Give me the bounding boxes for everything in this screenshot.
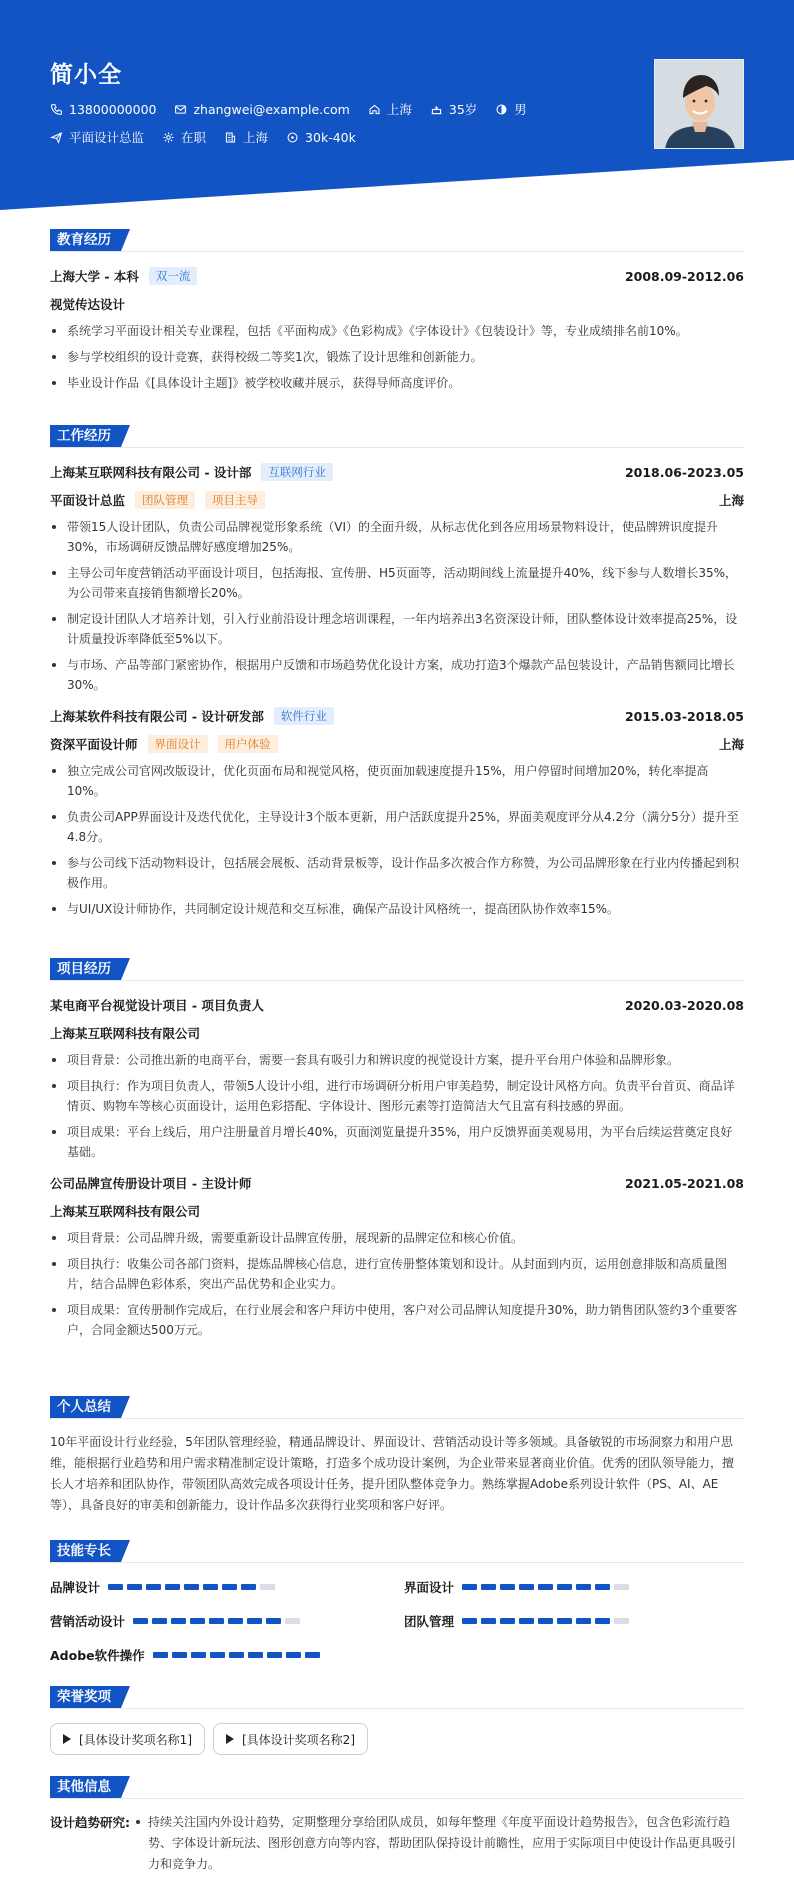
skill-level-bar (462, 1618, 633, 1624)
skill-level-segment (614, 1584, 629, 1590)
skill-level-segment (576, 1618, 591, 1624)
section-title: 项目经历 (50, 958, 121, 980)
candidate-name: 简小全 (50, 62, 122, 88)
gear-icon (162, 131, 175, 144)
gender-icon (495, 103, 508, 116)
list-item: 主导公司年度营销活动平面设计项目，包括海报、宣传册、H5页面等，活动期间线上流量提升40%，线下参与人数增长35%，为公司带来直接销售额增长20%。 (50, 563, 744, 603)
skill-level-segment (557, 1584, 572, 1590)
job-location: 上海 (718, 737, 744, 752)
skill-level-segment (286, 1652, 301, 1658)
skill-level-segment (538, 1584, 553, 1590)
section-divider (50, 980, 744, 981)
section-title: 工作经历 (50, 425, 121, 447)
skill-level-segment (165, 1584, 180, 1590)
education-section (50, 229, 744, 399)
skill-level-segment (267, 1652, 282, 1658)
skill-name: 营销活动设计 (50, 1614, 126, 1629)
list-item: 与UI/UX设计师协作，共同制定设计规范和交互标准，确保产品设计风格统一，提高团队协作效率15%。 (50, 899, 744, 919)
skill-level-segment (153, 1652, 168, 1658)
list-item: 项目背景：公司品牌升级，需要重新设计品牌宣传册，展现新的品牌定位和核心价值。 (50, 1228, 744, 1248)
job-intent-row (50, 128, 374, 146)
list-item: 与市场、产品等部门紧密协作，根据用户反馈和市场趋势优化设计方案，成功打造3个爆款产品包装设计，产品销售额同比增长30%。 (50, 655, 744, 695)
skill-name: 品牌设计 (50, 1580, 101, 1595)
list-item: 项目成果：平台上线后，用户注册量首月增长40%，页面浏览量提升35%，用户反馈界面美观易用，为平台后续运营奠定良好基础。 (50, 1122, 744, 1162)
project-company: 上海某互联网科技有限公司 (50, 1026, 201, 1041)
list-item: 参与公司线下活动物料设计，包括展会展板、活动背景板等，设计作品多次被合作方称赞，为公司品牌形象在行业内传播起到积极作用。 (50, 853, 744, 893)
skill-level-segment (172, 1652, 187, 1658)
list-item: 项目执行：收集公司各部门资料，提炼品牌核心信息，进行宣传册整体策划和设计。从封面到内页，运用创意排版和高质量图片，结合品牌色彩体系，突出产品优势和企业实力。 (50, 1254, 744, 1294)
skill-level-segment (305, 1652, 320, 1658)
job-title-text: 平面设计总监 (69, 130, 145, 145)
list-item: 项目背景：公司推出新的电商平台，需要一套具有吸引力和辨识度的视觉设计方案，提升平台用户体验和品牌形象。 (50, 1050, 744, 1070)
section-title: 个人总结 (50, 1396, 121, 1418)
project-name: 公司品牌宣传册设计项目 - 主设计师 (50, 1176, 252, 1191)
list-item: 带领15人设计团队，负责公司品牌视觉形象系统（VI）的全面升级，从标志优化到各应用场景物料设计，使品牌辨识度提升30%，市场调研反馈品牌好感度增加25%。 (50, 517, 744, 557)
project-company: 上海某互联网科技有限公司 (50, 1204, 201, 1219)
skill-level-segment (595, 1618, 610, 1624)
project-name: 某电商平台视觉设计项目 - 项目负责人 (50, 998, 264, 1013)
skill-level-segment (184, 1584, 199, 1590)
skill-item (50, 1576, 404, 1598)
section-divider (50, 447, 744, 448)
job-date: 2015.03-2018.05 (624, 708, 744, 724)
email-item (174, 102, 349, 117)
section-title: 教育经历 (50, 229, 121, 251)
skill-level-bar (462, 1584, 633, 1590)
skill-level-segment (146, 1584, 161, 1590)
status-item (162, 128, 206, 146)
list-item: 系统学习平面设计相关专业课程，包括《平面构成》《色彩构成》《字体设计》《包装设计》等，专业成绩排名前10%。 (50, 321, 744, 341)
school-tag: 双一流 (149, 267, 198, 285)
phone-icon (50, 103, 63, 116)
award-item[interactable] (50, 1723, 205, 1755)
skill-level-bar (108, 1584, 279, 1590)
home-icon (368, 103, 381, 116)
skill-level-segment (209, 1618, 224, 1624)
awards-section (50, 1686, 744, 1755)
job-date: 2018.06-2023.05 (624, 464, 744, 480)
skill-level-segment (266, 1618, 281, 1624)
skill-item (404, 1610, 744, 1632)
skill-level-segment (228, 1618, 243, 1624)
status-text: 在职 (181, 130, 207, 145)
section-header (50, 1396, 744, 1420)
section-header (50, 958, 744, 982)
skill-level-segment (133, 1618, 148, 1624)
education-bullets (50, 321, 744, 393)
section-header (50, 1540, 744, 1564)
company-name: 上海某软件科技有限公司 - 设计研发部 (50, 709, 264, 724)
skill-tag: 团队管理 (135, 491, 195, 509)
section-divider (50, 1562, 744, 1563)
job-entry-head (50, 705, 744, 727)
industry-tag: 互联网行业 (261, 463, 333, 481)
skill-item (50, 1644, 404, 1666)
work-section (50, 425, 744, 925)
skill-item (404, 1576, 744, 1598)
project-entry-head (50, 994, 744, 1016)
contact-row (50, 100, 545, 118)
skill-level-segment (171, 1618, 186, 1624)
position-row (50, 489, 744, 511)
email-text: zhangwei@example.com (193, 101, 350, 117)
job-entry-head (50, 461, 744, 483)
building-icon (224, 131, 237, 144)
skill-level-bar (133, 1618, 304, 1624)
list-item: 负责公司APP界面设计及迭代优化，主导设计3个版本更新，用户活跃度提升25%，界面美观度评分从4.2分（满分5分）提升至4.8分。 (50, 807, 744, 847)
cake-icon (430, 103, 443, 116)
section-title: 技能专长 (50, 1540, 121, 1562)
skills-section (50, 1540, 744, 1666)
section-divider (50, 1708, 744, 1709)
other-text: 持续关注国内外设计趋势，定期整理分享给团队成员，如每年整理《年度平面设计趋势报告》，包含色彩流行趋势、字体设计新玩法、图形创意方向等内容，帮助团队保持设计前瞻性，应用于实际项目中使设计作品更具吸引力和竞争力。 (134, 1812, 744, 1875)
skill-level-segment (519, 1584, 534, 1590)
skill-tag: 项目主导 (205, 491, 265, 509)
gender-text: 男 (514, 102, 527, 117)
play-icon (226, 1734, 234, 1744)
award-name: [具体设计奖项名称1] (79, 1732, 192, 1747)
skill-level-segment (191, 1652, 206, 1658)
city-item (368, 100, 412, 118)
skill-level-bar (153, 1652, 324, 1658)
age-item (430, 100, 477, 118)
list-item: 毕业设计作品《[具体设计主题]》被学校收藏并展示，获得导师高度评价。 (50, 373, 744, 393)
skill-level-segment (260, 1584, 275, 1590)
major-row (50, 293, 744, 315)
industry-tag: 软件行业 (274, 707, 334, 725)
skill-level-segment (595, 1584, 610, 1590)
section-title: 荣誉奖项 (50, 1686, 121, 1708)
skill-level-segment (500, 1618, 515, 1624)
section-header (50, 425, 744, 449)
position-name: 资深平面设计师 (50, 737, 138, 752)
skill-level-segment (285, 1618, 300, 1624)
city-text: 上海 (386, 102, 412, 117)
position-row (50, 733, 744, 755)
mail-icon (174, 103, 187, 116)
projects-section (50, 958, 744, 1346)
section-divider (50, 1798, 744, 1799)
skill-level-segment (481, 1584, 496, 1590)
skill-level-segment (152, 1618, 167, 1624)
other-label: 设计趋势研究: (50, 1815, 130, 1830)
resume-header (0, 0, 794, 210)
section-divider (50, 251, 744, 252)
section-header (50, 229, 744, 253)
skill-tag: 界面设计 (148, 735, 208, 753)
job-bullets (50, 761, 744, 919)
project-entry-head (50, 1172, 744, 1194)
education-date: 2008.09-2012.06 (624, 268, 744, 284)
skill-level-segment (557, 1618, 572, 1624)
profile-photo (654, 59, 744, 149)
project-date: 2020.03-2020.08 (624, 997, 744, 1013)
other-section (50, 1776, 744, 1875)
awards-list (50, 1723, 744, 1755)
skill-level-segment (241, 1584, 256, 1590)
education-entry-head (50, 265, 744, 287)
skill-name: Adobe软件操作 (50, 1648, 145, 1663)
skill-level-segment (127, 1584, 142, 1590)
skill-level-segment (481, 1618, 496, 1624)
skill-level-segment (108, 1584, 123, 1590)
skill-name: 界面设计 (404, 1580, 455, 1595)
age-text: 35岁 (448, 102, 478, 117)
project-date: 2021.05-2021.08 (624, 1175, 744, 1191)
summary-text: 10年平面设计行业经验，5年团队管理经验，精通品牌设计、界面设计、营销活动设计等多领域。具备敏锐的市场洞察力和用户思维，能根据行业趋势和用户需求精准制定设计策略，打造多个成功设计案例，为企业带来显著商业价值。优秀的团队领导能力，擅长人才培养和团队协作，带领团队高效完成各项设计任务，提升团队整体竞争力。熟练掌握Adobe系列设计软件（PS、AI、AE等），具备良好的审美和创新能力，设计作品多次获得行业奖项和客户好评。 (50, 1435, 735, 1512)
skill-tag: 用户体验 (218, 735, 278, 753)
skill-level-segment (614, 1618, 629, 1624)
project-bullets (50, 1050, 744, 1162)
job-title-item (50, 128, 144, 146)
skill-name: 团队管理 (404, 1614, 455, 1629)
other-info-row (50, 1812, 744, 1875)
job-bullets (50, 517, 744, 695)
skill-item (50, 1610, 404, 1632)
salary-item (286, 130, 356, 145)
phone-text: 13800000000 (69, 101, 157, 117)
skill-level-segment (462, 1618, 477, 1624)
award-item[interactable] (213, 1723, 368, 1755)
salary-text: 30k-40k (305, 129, 356, 145)
avatar (655, 60, 744, 149)
section-title: 其他信息 (50, 1776, 121, 1798)
skill-level-segment (500, 1584, 515, 1590)
award-name: [具体设计奖项名称2] (242, 1732, 355, 1747)
skill-level-segment (538, 1618, 553, 1624)
send-icon (50, 131, 63, 144)
project-company-row (50, 1200, 744, 1222)
skill-level-segment (247, 1618, 262, 1624)
target-city-item (224, 128, 268, 146)
skill-level-segment (229, 1652, 244, 1658)
skill-level-segment (462, 1584, 477, 1590)
skill-level-segment (248, 1652, 263, 1658)
play-icon (63, 1734, 71, 1744)
company-name: 上海某互联网科技有限公司 - 设计部 (50, 465, 252, 480)
skill-level-segment (210, 1652, 225, 1658)
skills-grid (50, 1576, 744, 1666)
major-name: 视觉传达设计 (50, 297, 126, 312)
target-city-text: 上海 (243, 130, 269, 145)
section-header (50, 1776, 744, 1800)
coin-icon (286, 131, 299, 144)
gender-item (495, 100, 527, 118)
project-bullets (50, 1228, 744, 1340)
school-name: 上海大学 - 本科 (50, 269, 139, 284)
position-name: 平面设计总监 (50, 493, 126, 508)
phone-item (50, 102, 156, 117)
skill-level-segment (222, 1584, 237, 1590)
skill-level-segment (203, 1584, 218, 1590)
skill-level-segment (576, 1584, 591, 1590)
list-item: 参与学校组织的设计竞赛，获得校级二等奖1次，锻炼了设计思维和创新能力。 (50, 347, 744, 367)
project-company-row (50, 1022, 744, 1044)
skill-level-segment (519, 1618, 534, 1624)
list-item: 制定设计团队人才培养计划，引入行业前沿设计理念培训课程，一年内培养出3名资深设计师，团队整体设计效率提高25%，设计质量投诉率降低至5%以下。 (50, 609, 744, 649)
summary-section (50, 1396, 744, 1516)
list-item: 独立完成公司官网改版设计，优化页面布局和视觉风格，使页面加载速度提升15%，用户停留时间增加20%，转化率提高10%。 (50, 761, 744, 801)
section-divider (50, 1418, 744, 1419)
job-location: 上海 (718, 493, 744, 508)
list-item: 项目执行：作为项目负责人，带领5人设计小组，进行市场调研分析用户审美趋势，制定设计风格方向。负责平台首页、商品详情页、购物车等核心页面设计，运用色彩搭配、字体设计、图形元素等打造简洁大气且富有科技感的界面。 (50, 1076, 744, 1116)
skill-level-segment (190, 1618, 205, 1624)
list-item: 项目成果：宣传册制作完成后，在行业展会和客户拜访中使用，客户对公司品牌认知度提升30%，助力销售团队签约3个重要客户，合同金额达500万元。 (50, 1300, 744, 1340)
section-header (50, 1686, 744, 1710)
